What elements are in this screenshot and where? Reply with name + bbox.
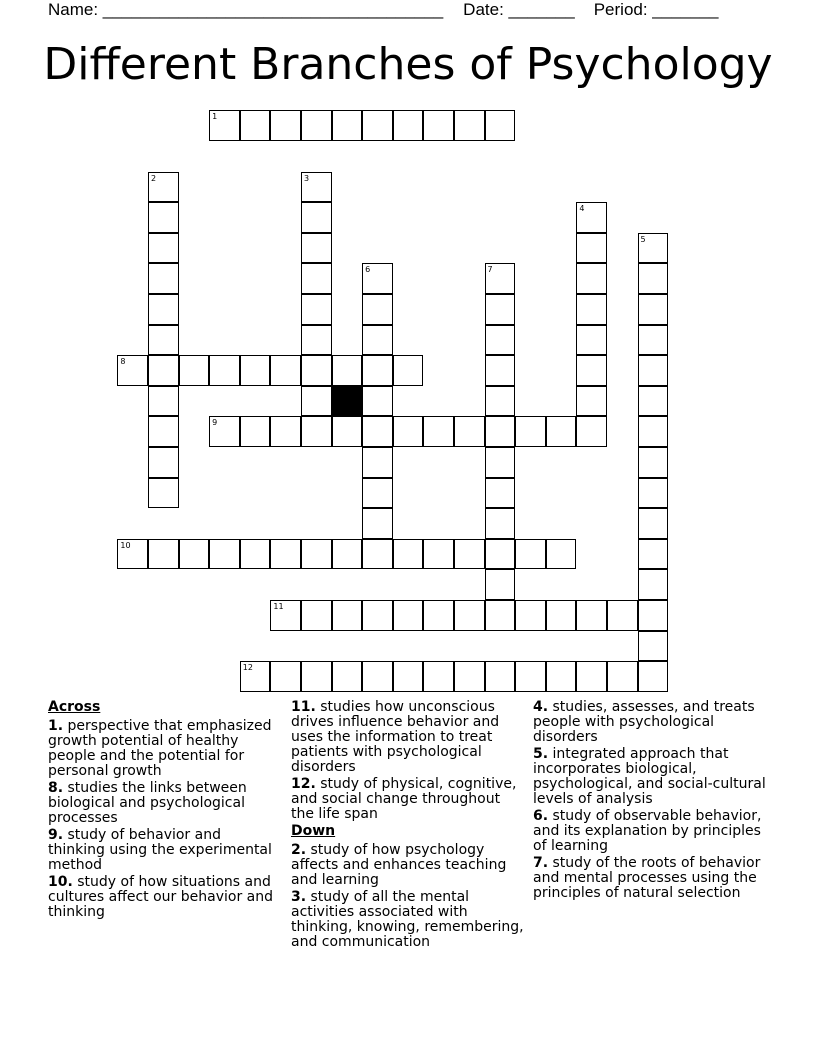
grid-cell[interactable] bbox=[301, 172, 332, 203]
clue-text: study of observable behavior, and its explanation by principles of learning bbox=[533, 808, 762, 854]
page-title: Different Branches of Psychology bbox=[43, 39, 773, 90]
grid-cell[interactable] bbox=[485, 110, 516, 141]
clue-number: 6. bbox=[533, 808, 549, 824]
grid-cell[interactable] bbox=[638, 263, 669, 294]
grid-cell[interactable] bbox=[332, 600, 363, 631]
grid-cell[interactable] bbox=[515, 661, 546, 692]
grid-cell[interactable] bbox=[362, 661, 393, 692]
grid-cell[interactable] bbox=[454, 661, 485, 692]
grid-cell[interactable] bbox=[546, 539, 577, 570]
grid-block bbox=[332, 386, 363, 417]
grid-cell[interactable] bbox=[454, 600, 485, 631]
grid-cell[interactable] bbox=[515, 600, 546, 631]
grid-cell[interactable] bbox=[148, 263, 179, 294]
grid-cell[interactable] bbox=[148, 294, 179, 325]
grid-cell[interactable] bbox=[209, 110, 240, 141]
clue-text: integrated approach that incorporates biological, psychological, and social-cultural levels of analysis bbox=[533, 746, 766, 807]
grid-cell[interactable] bbox=[301, 539, 332, 570]
grid-cell[interactable] bbox=[546, 661, 577, 692]
grid-cell[interactable] bbox=[546, 416, 577, 447]
grid-cell[interactable] bbox=[638, 233, 669, 264]
grid-cell[interactable] bbox=[423, 110, 454, 141]
clue-number-label: 7 bbox=[487, 265, 493, 275]
grid-cell[interactable] bbox=[270, 600, 301, 631]
grid-cell[interactable] bbox=[240, 539, 271, 570]
clue-number-label: 9 bbox=[212, 418, 218, 428]
clue-number: 9. bbox=[48, 827, 64, 843]
clue-number: 7. bbox=[533, 855, 549, 871]
clue-across-10 bbox=[48, 875, 280, 920]
grid-cell[interactable] bbox=[148, 539, 179, 570]
grid-cell[interactable] bbox=[148, 447, 179, 478]
clue-number-label: 3 bbox=[303, 173, 310, 183]
clue-column-1 bbox=[48, 700, 280, 922]
grid-cell[interactable] bbox=[485, 325, 516, 356]
grid-cell[interactable] bbox=[301, 233, 332, 264]
grid-cell[interactable] bbox=[332, 110, 363, 141]
grid-cell[interactable] bbox=[485, 661, 516, 692]
grid-cell[interactable] bbox=[576, 233, 607, 264]
grid-cell[interactable] bbox=[485, 447, 516, 478]
grid-cell[interactable] bbox=[179, 355, 210, 386]
clue-number: 1. bbox=[48, 718, 64, 734]
clue-number: 2. bbox=[291, 842, 307, 858]
grid-cell[interactable] bbox=[270, 110, 301, 141]
grid-cell[interactable] bbox=[485, 263, 516, 294]
grid-cell[interactable] bbox=[393, 539, 424, 570]
grid-cell[interactable] bbox=[485, 478, 516, 509]
clue-across-11 bbox=[291, 700, 525, 775]
grid-cell[interactable] bbox=[240, 110, 271, 141]
grid-cell[interactable] bbox=[423, 539, 454, 570]
grid-cell[interactable] bbox=[362, 600, 393, 631]
grid-cell[interactable] bbox=[332, 416, 363, 447]
grid-cell[interactable] bbox=[515, 539, 546, 570]
grid-cell[interactable] bbox=[607, 600, 638, 631]
grid-cell[interactable] bbox=[454, 110, 485, 141]
clue-number: 8. bbox=[48, 780, 64, 796]
clue-text: study of all the mental activities associated with thinking, knowing, remembering, and communication bbox=[291, 889, 524, 950]
grid-cell[interactable] bbox=[301, 202, 332, 233]
clue-number: 12. bbox=[291, 776, 316, 792]
clue-down-4 bbox=[533, 700, 773, 745]
grid-cell[interactable] bbox=[148, 325, 179, 356]
clue-text: studies the links between biological and psychological processes bbox=[48, 780, 247, 826]
grid-cell[interactable] bbox=[576, 202, 607, 233]
grid-cell[interactable] bbox=[576, 294, 607, 325]
grid-cell[interactable] bbox=[301, 263, 332, 294]
grid-cell[interactable] bbox=[148, 202, 179, 233]
grid-cell[interactable] bbox=[485, 508, 516, 539]
grid-cell[interactable] bbox=[362, 447, 393, 478]
grid-cell[interactable] bbox=[362, 478, 393, 509]
grid-cell[interactable] bbox=[576, 600, 607, 631]
grid-cell[interactable] bbox=[148, 386, 179, 417]
grid-cell[interactable] bbox=[148, 355, 179, 386]
grid-cell[interactable] bbox=[240, 355, 271, 386]
grid-cell[interactable] bbox=[638, 325, 669, 356]
clue-text: studies, assesses, and treats people with psychological disorders bbox=[533, 699, 755, 745]
grid-cell[interactable] bbox=[576, 416, 607, 447]
clue-number-label: 2 bbox=[150, 173, 157, 183]
clue-text: study of how situations and cultures affect our behavior and thinking bbox=[48, 874, 273, 920]
clue-number: 5. bbox=[533, 746, 549, 762]
clue-down-6 bbox=[533, 809, 773, 854]
grid-cell[interactable] bbox=[301, 110, 332, 141]
clue-across-12 bbox=[291, 777, 525, 822]
grid-cell[interactable] bbox=[485, 294, 516, 325]
grid-cell[interactable] bbox=[362, 386, 393, 417]
grid-cell[interactable] bbox=[362, 325, 393, 356]
grid-cell[interactable] bbox=[362, 263, 393, 294]
grid-cell[interactable] bbox=[638, 478, 669, 509]
clue-text: studies how unconscious drives influence behavior and uses the information to treat patients with psychological disorders bbox=[291, 699, 500, 775]
clue-text: study of how psychology affects and enhances teaching and learning bbox=[291, 842, 507, 888]
grid-cell[interactable] bbox=[638, 355, 669, 386]
grid-cell[interactable] bbox=[332, 661, 363, 692]
grid-cell[interactable] bbox=[301, 661, 332, 692]
clue-down-7 bbox=[533, 856, 773, 901]
clue-number-label: 11 bbox=[273, 601, 284, 611]
name-field[interactable]: Name: ____________________________________ bbox=[48, 0, 444, 19]
grid-cell[interactable] bbox=[301, 386, 332, 417]
grid-cell[interactable] bbox=[576, 325, 607, 356]
grid-cell[interactable] bbox=[638, 508, 669, 539]
period-field[interactable]: Period: _______ bbox=[593, 0, 719, 19]
grid-cell[interactable] bbox=[576, 263, 607, 294]
grid-cell[interactable] bbox=[362, 110, 393, 141]
clue-text: perspective that emphasized growth potential of healthy people and the potential for personal growth bbox=[48, 718, 272, 779]
clue-down-3 bbox=[291, 890, 525, 950]
grid-cell[interactable] bbox=[576, 355, 607, 386]
clue-number: 3. bbox=[291, 889, 307, 905]
grid-cell[interactable] bbox=[423, 600, 454, 631]
clue-number-label: 6 bbox=[365, 265, 371, 275]
grid-cell[interactable] bbox=[638, 416, 669, 447]
grid-cell[interactable] bbox=[332, 539, 363, 570]
grid-cell[interactable] bbox=[148, 478, 179, 509]
clue-number-label: 12 bbox=[242, 663, 253, 673]
grid-cell[interactable] bbox=[301, 325, 332, 356]
clue-text: study of behavior and thinking using the experimental method bbox=[48, 827, 272, 873]
grid-cell[interactable] bbox=[393, 600, 424, 631]
grid-cell[interactable] bbox=[576, 386, 607, 417]
clue-number: 11. bbox=[291, 699, 316, 715]
grid-cell[interactable] bbox=[638, 661, 669, 692]
grid-cell[interactable] bbox=[362, 294, 393, 325]
grid-cell[interactable] bbox=[117, 355, 148, 386]
clue-number-label: 5 bbox=[640, 234, 646, 244]
grid-cell[interactable] bbox=[485, 386, 516, 417]
clue-column-2 bbox=[291, 700, 525, 952]
grid-cell[interactable] bbox=[454, 416, 485, 447]
grid-cell[interactable] bbox=[638, 569, 669, 600]
grid-cell[interactable] bbox=[148, 172, 179, 203]
grid-cell[interactable] bbox=[240, 416, 271, 447]
grid-cell[interactable] bbox=[301, 600, 332, 631]
grid-cell[interactable] bbox=[393, 661, 424, 692]
grid-cell[interactable] bbox=[423, 416, 454, 447]
grid-cell[interactable] bbox=[148, 233, 179, 264]
grid-cell[interactable] bbox=[607, 661, 638, 692]
grid-cell[interactable] bbox=[270, 661, 301, 692]
grid-cell[interactable] bbox=[209, 416, 240, 447]
grid-cell[interactable] bbox=[393, 110, 424, 141]
clue-across-1 bbox=[48, 719, 280, 779]
grid-cell[interactable] bbox=[485, 355, 516, 386]
grid-cell[interactable] bbox=[209, 539, 240, 570]
grid-cell[interactable] bbox=[638, 600, 669, 631]
grid-cell[interactable] bbox=[209, 355, 240, 386]
grid-cell[interactable] bbox=[638, 294, 669, 325]
grid-cell[interactable] bbox=[485, 600, 516, 631]
grid-cell[interactable] bbox=[546, 600, 577, 631]
clue-down-5 bbox=[533, 747, 773, 807]
grid-cell[interactable] bbox=[362, 355, 393, 386]
grid-cell[interactable] bbox=[638, 447, 669, 478]
clue-number-label: 4 bbox=[579, 204, 585, 214]
grid-cell[interactable] bbox=[148, 416, 179, 447]
grid-cell[interactable] bbox=[362, 539, 393, 570]
date-field[interactable]: Date: _______ bbox=[463, 0, 575, 19]
grid-cell[interactable] bbox=[362, 508, 393, 539]
grid-cell[interactable] bbox=[638, 539, 669, 570]
grid-cell[interactable] bbox=[393, 355, 424, 386]
grid-cell[interactable] bbox=[301, 355, 332, 386]
grid-cell[interactable] bbox=[362, 416, 393, 447]
grid-cell[interactable] bbox=[638, 631, 669, 662]
clue-number: 10. bbox=[48, 874, 73, 890]
grid-cell[interactable] bbox=[270, 416, 301, 447]
clue-number: 4. bbox=[533, 699, 549, 715]
grid-cell[interactable] bbox=[515, 416, 546, 447]
grid-cell[interactable] bbox=[485, 569, 516, 600]
grid-cell[interactable] bbox=[485, 416, 516, 447]
grid-cell[interactable] bbox=[485, 539, 516, 570]
clue-number-label: 8 bbox=[120, 357, 126, 367]
grid-cell[interactable] bbox=[179, 539, 210, 570]
grid-cell[interactable] bbox=[638, 386, 669, 417]
clue-column-3 bbox=[533, 700, 773, 903]
grid-cell[interactable] bbox=[454, 539, 485, 570]
grid-cell[interactable] bbox=[576, 661, 607, 692]
across-heading: Across bbox=[48, 699, 101, 715]
grid-cell[interactable] bbox=[301, 294, 332, 325]
grid-cell[interactable] bbox=[270, 355, 301, 386]
clue-text: study of physical, cognitive, and social change throughout the life span bbox=[291, 776, 517, 822]
grid-cell[interactable] bbox=[423, 661, 454, 692]
down-heading: Down bbox=[291, 823, 336, 839]
grid-cell[interactable] bbox=[332, 355, 363, 386]
clue-across-9 bbox=[48, 828, 280, 873]
grid-cell[interactable] bbox=[393, 416, 424, 447]
clue-down-2 bbox=[291, 843, 525, 888]
grid-cell[interactable] bbox=[240, 661, 271, 692]
clue-number-label: 1 bbox=[212, 112, 218, 122]
grid-cell[interactable] bbox=[301, 416, 332, 447]
clue-number-label: 10 bbox=[120, 540, 131, 550]
clue-across-8 bbox=[48, 781, 280, 826]
grid-cell[interactable] bbox=[117, 539, 148, 570]
grid-cell[interactable] bbox=[270, 539, 301, 570]
clue-text: study of the roots of behavior and mental processes using the principles of natural selection bbox=[533, 855, 761, 901]
